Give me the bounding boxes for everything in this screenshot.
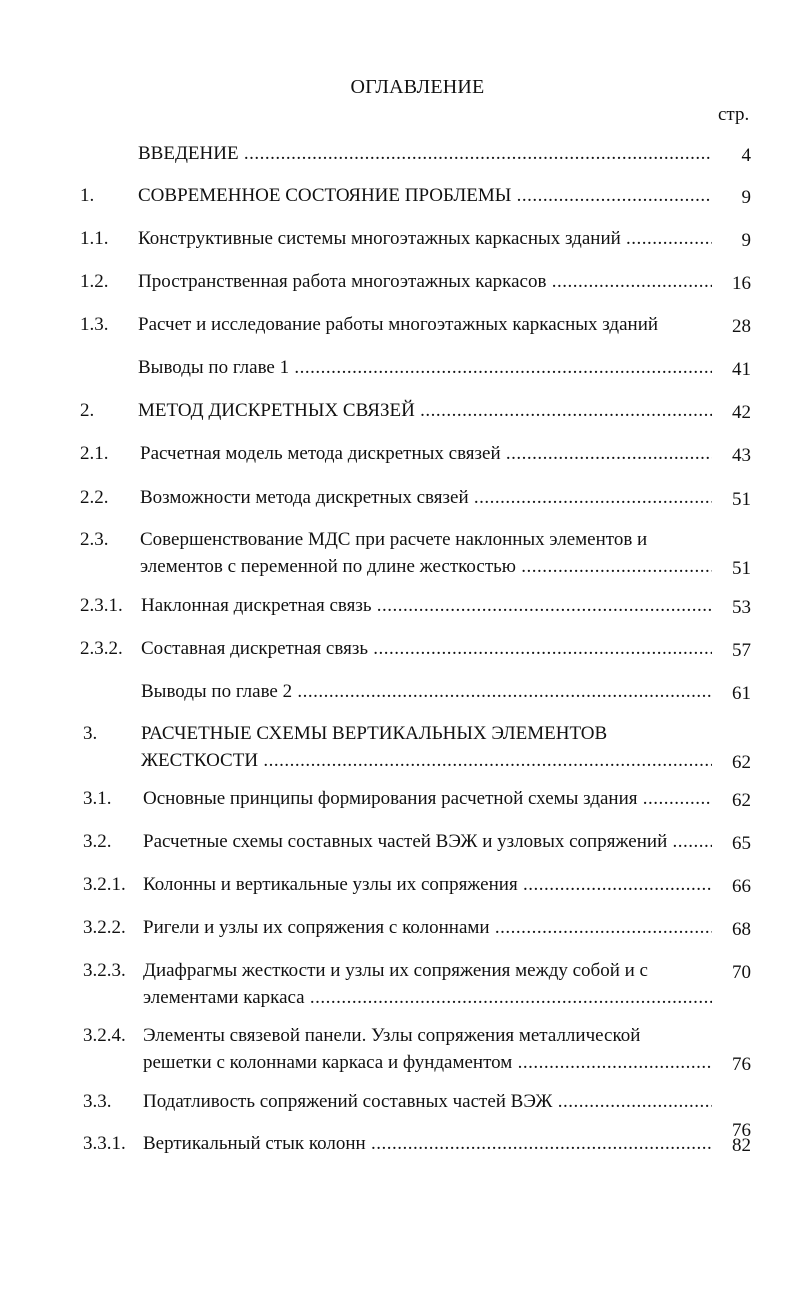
toc-entry-title-line: Расчетные схемы составных частей ВЭЖ и узловых сопряжений ..... — [143, 828, 712, 855]
toc-entry-page-number: 68 — [732, 919, 751, 940]
toc-entry-title-line: Пространственная работа многоэтажных каркасов ..... — [138, 268, 712, 295]
toc-entry-title — [138, 268, 712, 295]
toc-entry-page-number: 41 — [732, 359, 751, 380]
toc-entry-page-number: 43 — [732, 445, 751, 466]
toc-entry-title — [138, 140, 712, 167]
toc-entry-page-number: 42 — [732, 402, 751, 423]
toc-entry-title — [143, 828, 712, 855]
toc-entry-number: 3.3. — [83, 1091, 112, 1112]
toc-entry-title-line: Вертикальный стык колонн ..... — [143, 1130, 712, 1157]
toc-entry-title — [143, 1022, 712, 1076]
toc-entry-title — [140, 484, 712, 511]
toc-entry-title — [141, 720, 712, 774]
toc-entry-number: 2.3.1. — [80, 595, 123, 616]
toc-entry-number: 3.2. — [83, 831, 112, 852]
toc-entry-number: 3.2.2. — [83, 917, 126, 938]
toc-entry-number: 2.3.2. — [80, 638, 123, 659]
toc-entry-title — [143, 871, 712, 898]
toc-entry-page-number: 61 — [732, 683, 751, 704]
toc-entry-page-number: 57 — [732, 640, 751, 661]
toc-entry-number: 3.2.4. — [83, 1025, 126, 1046]
toc-entry-number: 3.2.1. — [83, 874, 126, 895]
toc-entry-number: 3. — [83, 723, 98, 744]
toc-entry-page-number: 4 — [741, 145, 751, 166]
toc-entry-title — [143, 914, 712, 941]
toc-entry-title-line: Выводы по главе 2 ..... — [141, 678, 712, 705]
toc-entry-title — [143, 785, 712, 812]
toc-entry-title-line: МЕТОД ДИСКРЕТНЫХ СВЯЗЕЙ ..... — [138, 397, 712, 424]
toc-entry-title-line: элементов с переменной по длине жесткостью ..... — [140, 553, 712, 580]
toc-entry-number: 3.3.1. — [83, 1133, 126, 1154]
toc-entry-title-line: Колонны и вертикальные узлы их сопряжения ..... — [143, 871, 712, 898]
toc-entry-title-line: Ригели и узлы их сопряжения с колоннами ..... — [143, 914, 712, 941]
toc-entry-title — [143, 1130, 712, 1157]
toc-entry-title-line: СОВРЕМЕННОЕ СОСТОЯНИЕ ПРОБЛЕМЫ ..... — [138, 182, 712, 209]
toc-entry-number: 3.2.3. — [83, 960, 126, 981]
toc-entry-title — [143, 1088, 712, 1115]
page-column-header: стр. — [718, 104, 750, 125]
toc-entry-title-line: Основные принципы формирования расчетной схемы здания ..... — [143, 785, 712, 812]
toc-entry-number: 2.1. — [80, 443, 109, 464]
toc-entry-title-line: ЖЕСТКОСТИ ..... — [141, 747, 712, 774]
toc-entry-title-line: элементами каркаса ..... — [143, 984, 712, 1011]
toc-entry-page-number: 28 — [732, 316, 751, 337]
toc-entry-number: 2. — [80, 400, 95, 421]
toc-entry-title-line: Выводы по главе 1 ..... — [138, 354, 712, 381]
toc-entry-title-line: Составная дискретная связь ..... — [141, 635, 712, 662]
toc-entry-page-number: 76 — [732, 1120, 751, 1141]
toc-entry-page-number: 82 — [732, 1135, 751, 1156]
toc-entry-title — [141, 635, 712, 662]
toc-entry-page-number: 62 — [732, 790, 751, 811]
toc-entry-page-number: 62 — [732, 752, 751, 773]
toc-entry-title — [141, 678, 712, 705]
toc-entry-title — [141, 592, 712, 619]
toc-entry-title-line: решетки с колоннами каркаса и фундаментом ..... — [143, 1049, 712, 1076]
toc-entry-page-number: 9 — [741, 230, 751, 251]
toc-entry-page-number: 9 — [741, 187, 751, 208]
toc-entry-number: 1.2. — [80, 271, 109, 292]
toc-entry-title — [138, 311, 712, 338]
toc-entry-number: 3.1. — [83, 788, 112, 809]
toc-entry-title-line: Наклонная дискретная связь ..... — [141, 592, 712, 619]
toc-entry-page-number: 66 — [732, 876, 751, 897]
toc-entry-title-line: Диафрагмы жесткости и узлы их сопряжения между собой и с — [143, 960, 648, 981]
toc-entry-title — [140, 440, 712, 467]
toc-entry-title-line: Элементы связевой панели. Узлы сопряжения металлической — [143, 1025, 641, 1046]
toc-entry-title — [138, 397, 712, 424]
toc-entry-title — [138, 225, 712, 252]
toc-entry-page-number: 65 — [732, 833, 751, 854]
toc-entry-title-line: Податливость сопряжений составных частей ВЭЖ ..... — [143, 1088, 712, 1115]
toc-entry-number: 1. — [80, 185, 95, 206]
toc-entry-title — [143, 957, 712, 1011]
toc-entry-title-line: Конструктивные системы многоэтажных каркасных зданий ..... — [138, 225, 712, 252]
toc-entry-page-number: 70 — [732, 962, 751, 983]
toc-entry-number: 2.3. — [80, 529, 109, 550]
toc-entry-title-line: Возможности метода дискретных связей ..... — [140, 484, 712, 511]
toc-entry-number: 1.3. — [80, 314, 109, 335]
toc-entry-title — [138, 182, 712, 209]
toc-entry-title-line: ВВЕДЕНИЕ ..... — [138, 140, 712, 167]
toc-entry-title-line: Совершенствование МДС при расчете наклонных элементов и — [140, 529, 648, 550]
toc-entry-page-number: 51 — [732, 558, 751, 579]
toc-entry-page-number: 16 — [732, 273, 751, 294]
toc-entry-title-line: Расчетная модель метода дискретных связей ..... — [140, 440, 712, 467]
toc-entry-title-line: РАСЧЕТНЫЕ СХЕМЫ ВЕРТИКАЛЬНЫХ ЭЛЕМЕНТОВ — [141, 723, 608, 744]
toc-entry-page-number: 76 — [732, 1054, 751, 1075]
toc-entry-number: 2.2. — [80, 487, 109, 508]
toc-entry-page-number: 51 — [732, 489, 751, 510]
toc-entry-title-line: Расчет и исследование работы многоэтажных каркасных зданий — [138, 314, 659, 335]
toc-entry-page-number: 53 — [732, 597, 751, 618]
toc-entry-number: 1.1. — [80, 228, 109, 249]
document-title: ОГЛАВЛЕНИЕ — [350, 76, 485, 98]
toc-entry-title — [140, 526, 712, 580]
toc-entry-title — [138, 354, 712, 381]
